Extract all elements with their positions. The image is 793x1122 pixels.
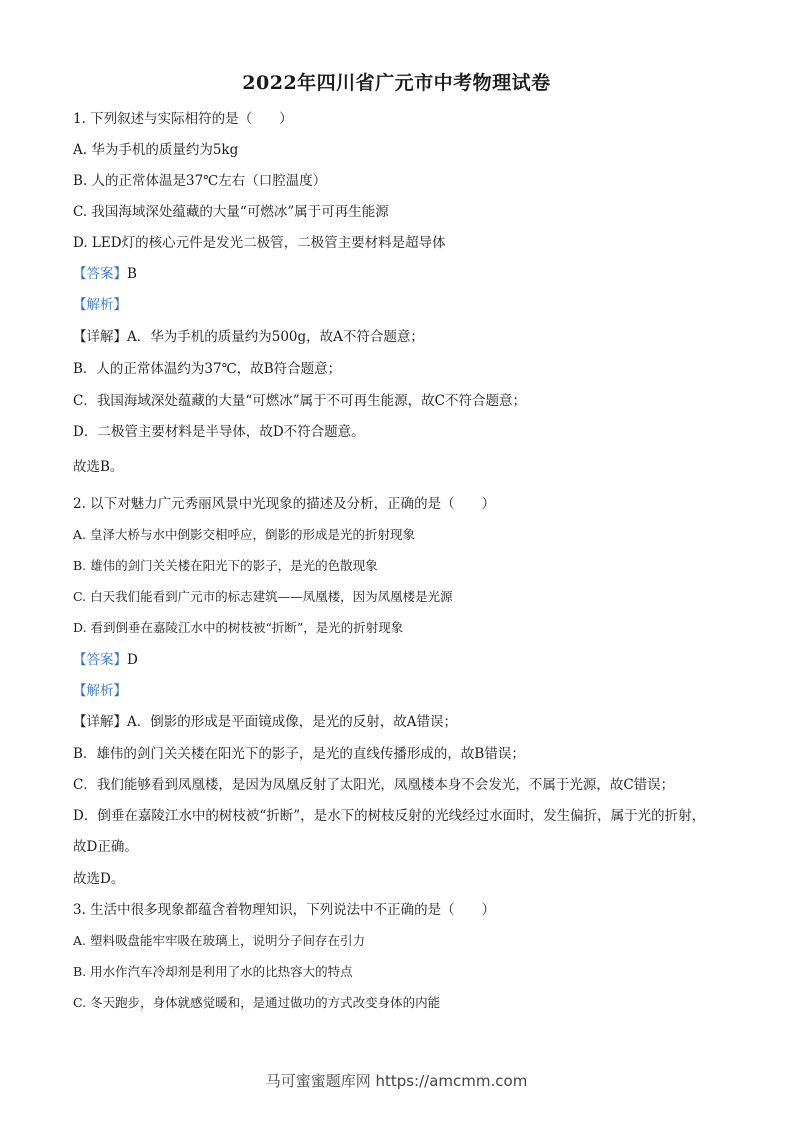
question-2-detail-d-cont: 故D正确。 [73, 839, 138, 855]
document-title: 2022年四川省广元市中考物理试卷 [242, 72, 551, 94]
answer-tag: 【答案】 [73, 266, 127, 282]
question-2-option-a: A. 皇泽大桥与水中倒影交相呼应，倒影的形成是光的折射现象 [73, 527, 415, 542]
question-1-option-d: D. LED灯的核心元件是发光二极管，二极管主要材料是超导体 [73, 235, 446, 251]
question-2-analysis-tag: 【解析】 [73, 683, 127, 699]
question-3-stem: 3. 生活中很多现象都蕴含着物理知识，下列说法中不正确的是（ ） [73, 902, 496, 918]
question-2-stem: 2. 以下对魅力广元秀丽风景中光现象的描述及分析，正确的是（ ） [73, 496, 496, 512]
question-1-detail-d: D．二极管主要材料是半导体，故D不符合题意。 [73, 424, 365, 440]
question-1-analysis-tag: 【解析】 [73, 297, 127, 313]
question-2-answer [73, 651, 138, 669]
question-1-option-b: B. 人的正常体温是37℃左右（口腔温度） [73, 173, 327, 189]
detail-text: A．倒影的形成是平面镜成像，是光的反射，故A错误； [127, 714, 457, 730]
question-2-detail-d: D．倒垂在嘉陵江水中的树枝被“折断”，是水下的树枝反射的光线经过水面时，发生偏折，属于光的折射， [73, 808, 706, 824]
question-1-option-c: C. 我国海域深处蕴藏的大量“可燃冰”属于可再生能源 [73, 204, 389, 220]
question-2-detail-c: C．我们能够看到凤凰楼，是因为凤凰反射了太阳光，凤凰楼本身不会发光，不属于光源，故C错误； [73, 777, 675, 793]
question-2-detail-b: B．雄伟的剑门关关楼在阳光下的影子，是光的直线传播形成的，故B错误； [73, 746, 525, 762]
question-1-detail-b: B．人的正常体温约为37℃，故B符合题意； [73, 361, 342, 377]
question-1-answer [73, 265, 137, 283]
detail-text: A．华为手机的质量约为500g，故A不符合题意； [127, 329, 424, 345]
footer-watermark: 马可蜜蜜题库网 https://amcmm.com [265, 1072, 528, 1090]
detail-tag: 【详解】 [73, 329, 127, 345]
question-2-conclusion: 故选D。 [73, 871, 125, 887]
question-1-conclusion: 故选B。 [73, 459, 124, 475]
answer-tag: 【答案】 [73, 652, 127, 668]
question-1-stem: 1. 下列叙述与实际相符的是（ ） [73, 111, 293, 127]
question-2-option-b: B. 雄伟的剑门关关楼在阳光下的影子，是光的色散现象 [73, 558, 378, 573]
detail-tag: 【详解】 [73, 714, 127, 730]
question-3-option-a: A. 塑料吸盘能牢牢吸在玻璃上，说明分子间存在引力 [73, 933, 365, 948]
question-1-detail-c: C．我国海域深处蕴藏的大量“可燃冰”属于不可再生能源，故C不符合题意； [73, 393, 526, 409]
question-2-detail [73, 713, 457, 731]
answer-value: B [127, 266, 137, 282]
question-2-option-c: C. 白天我们能看到广元市的标志建筑——凤凰楼，因为凤凰楼是光源 [73, 589, 453, 604]
question-1-option-a: A. 华为手机的质量约为5kg [73, 142, 239, 158]
question-3-option-b: B. 用水作汽车冷却剂是利用了水的比热容大的特点 [73, 964, 353, 979]
question-2-option-d: D. 看到倒垂在嘉陵江水中的树枝被“折断”，是光的折射现象 [73, 620, 404, 635]
question-3-option-c: C. 冬天跑步，身体就感觉暖和，是通过做功的方式改变身体的内能 [73, 995, 441, 1010]
answer-value: D [127, 652, 138, 668]
question-1-detail [73, 328, 424, 346]
